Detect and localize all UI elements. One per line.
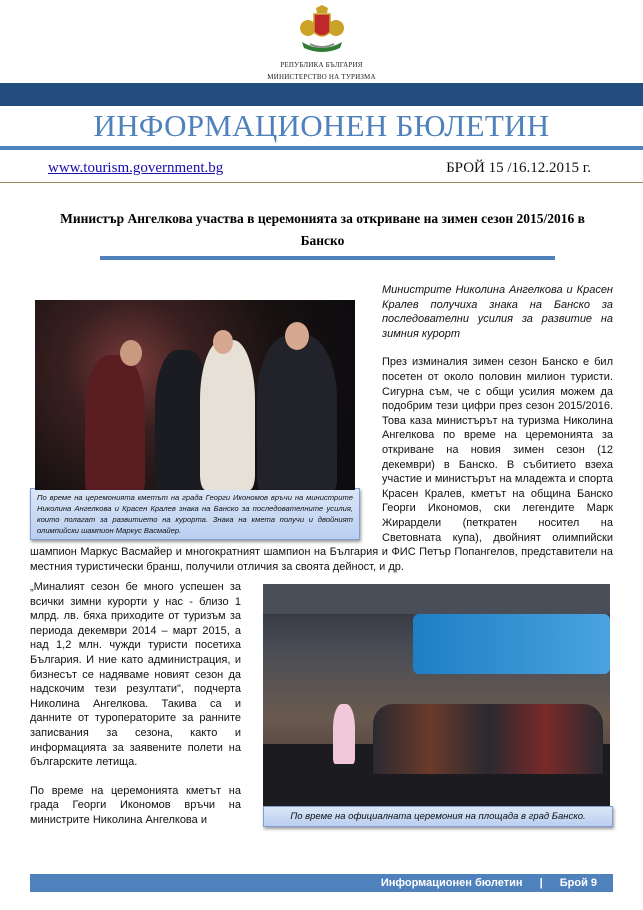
photo-1-caption: По време на церемонията кметът на града Георги Икономов връчи на министрите Николина Ангелкова и Красен Кралев знака на Банско за последователните усилия, които полагат за развитието на курорта. Знака на кмета получи и двойният олимпийски шампион Маркус Васмайер. — [30, 488, 360, 540]
article-section-2 — [30, 580, 613, 842]
title-divider — [0, 146, 643, 150]
ceremony-photo-1 — [35, 300, 355, 490]
footer-label: Информационен бюлетин — [380, 877, 523, 889]
footer-separator: | — [539, 877, 543, 889]
website-link[interactable]: www.tourism.government.bg — [48, 160, 224, 176]
ministry-label: МИНИСТЕРСТВО НА ТУРИЗМА — [267, 73, 376, 81]
article-paragraph-3: По време на церемонията кметът на града Георги Икономов връчи на министрите Николина Ангелкова и — [30, 784, 241, 826]
article-title: Министър Ангелкова участва в церемонията за откриване на зимен сезон 2015/2016 в Банско — [60, 211, 585, 248]
article-section-1 — [30, 283, 613, 588]
photo-1-figure — [30, 300, 360, 540]
page-footer — [30, 874, 613, 892]
footer-page-number: Брой 9 — [559, 877, 597, 889]
header-band — [0, 83, 643, 106]
ceremony-photo-2 — [263, 584, 610, 806]
article-paragraph-1: През изминалия зимен сезон Банско е бил посетен от около половин милион туристи. Сигурна съм, че с общи усилия можем да подобрим тези цифри през сезон 2015/2016. Това каза министърът на туризма Николина Ангелкова по време на церемонията за откриване на новия зимен сезон (12 декември) в Банско. В събитието взеха участие и министърът на младежта и спорта Красен Кралев, кметът на община Банско Георги Икономов, ски легендите Марк Жирардели (петкратен носител на Световната купа), двойният олимпийски шампион Маркус Васмайер и многократният шампион на България и ФИС Петър Попангелов, представители на местния туристически бранш, получили отличия за своята дейност, и др. — [30, 356, 613, 573]
republic-label: РЕПУБЛИКА БЪЛГАРИЯ — [280, 61, 363, 69]
photo-2-figure — [263, 584, 613, 827]
coat-of-arms-logo — [296, 4, 348, 56]
article-title-divider — [100, 256, 555, 260]
photo-2-caption: По време на официалната церемония на площада в град Банско. — [263, 806, 613, 827]
bulletin-title: ИНФОРМАЦИОНЕН БЮЛЕТИН — [93, 108, 550, 143]
article-paragraph-2: „Миналият сезон бе много успешен за всички зимни курорти у нас - близо 1 млрд. лв. бяха приходите от туризъм за периода декември 2014 – март 2015, а над 1,2 млн. чужди туристи посетиха България. И ние като администрация, и бизнесът се надяваме новият сезон да надскочим тези резултати", подчерта Николина Ангелкова. Такива са и данните от туроператорите за ранните записвания за сезона, както и информацията за заявените полети на българските летища. — [30, 581, 241, 769]
header-rule — [0, 182, 643, 183]
article-lead: Министрите Николина Ангелкова и Красен Кралев получиха знака на Банско за последователни усилия за развитие на зимния курорт — [382, 284, 613, 340]
issue-number: БРОЙ 15 /16.12.2015 г. — [446, 160, 591, 176]
